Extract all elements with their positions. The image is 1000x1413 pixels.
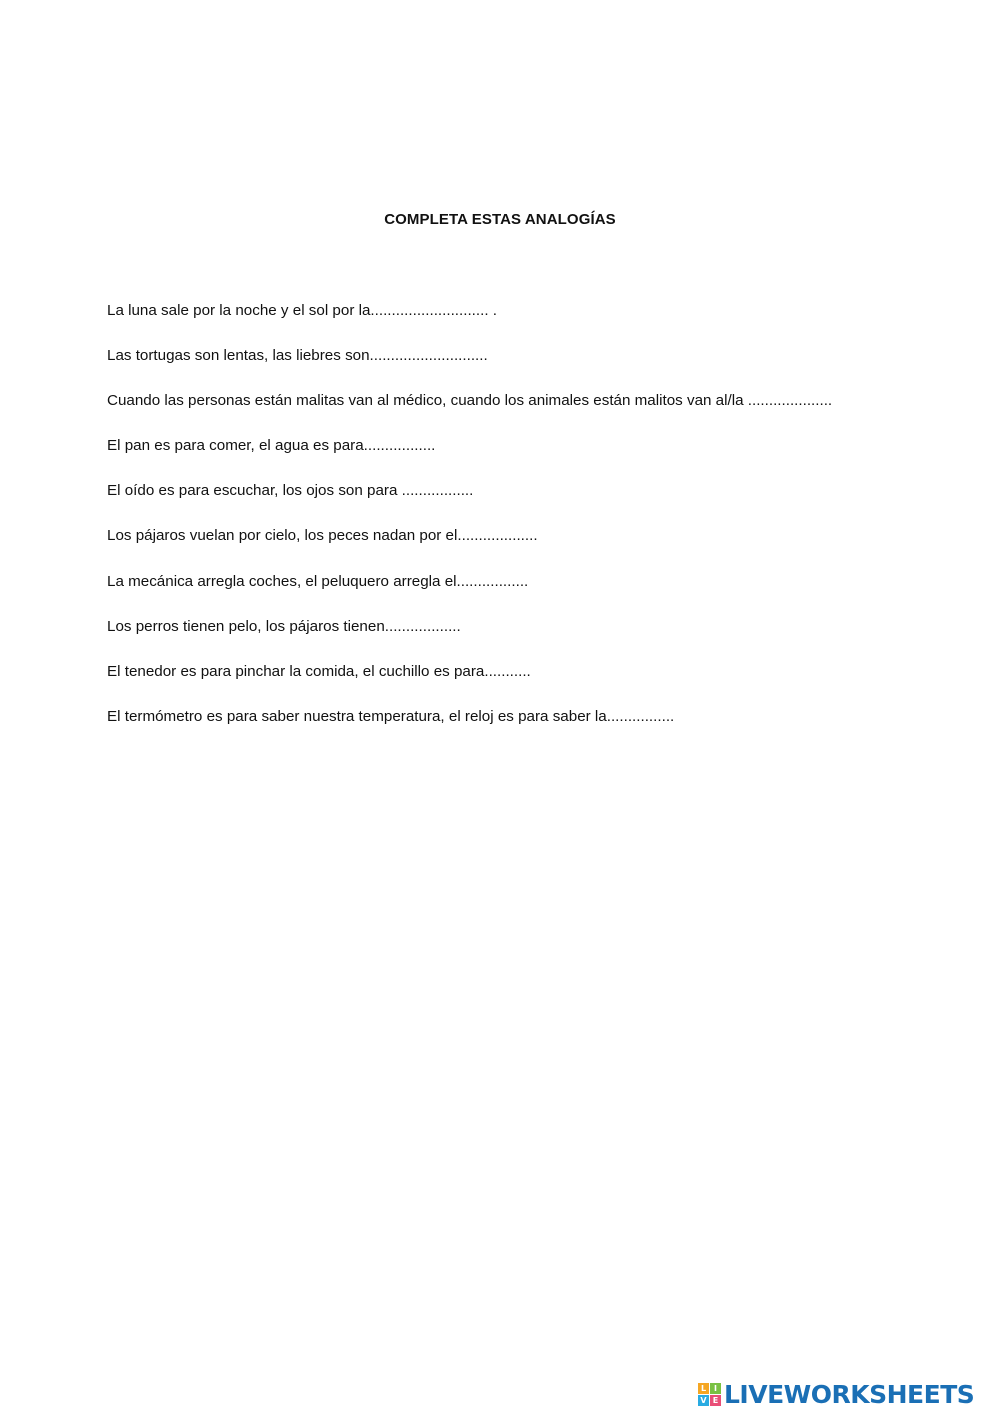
analogy-sentence-5: El oído es para escuchar, los ojos son para ................. xyxy=(107,482,474,500)
analogy-sentence-8: Los perros tienen pelo, los pájaros tienen.................. xyxy=(107,617,461,635)
logo-mark-letter: V xyxy=(698,1395,709,1406)
liveworksheets-logo xyxy=(698,1380,974,1408)
logo-mark-letter: E xyxy=(710,1395,721,1406)
analogy-sentence-6: Los pájaros vuelan por cielo, los peces nadan por el................... xyxy=(107,527,538,545)
liveworksheets-logo-icon xyxy=(698,1383,721,1406)
analogy-sentence-1: La luna sale por la noche y el sol por la............................ . xyxy=(107,302,498,319)
liveworksheets-brand-text: LIVEWORKSHEETS xyxy=(724,1379,975,1409)
analogy-sentence-3: Cuando las personas están malitas van al médico, cuando los animales están malitos van al/la .................... xyxy=(107,392,833,410)
analogy-sentence-10: El termómetro es para saber nuestra temperatura, el reloj es para saber la................ xyxy=(107,707,675,725)
analogy-list xyxy=(107,300,987,751)
analogy-sentence-4: El pan es para comer, el agua es para................. xyxy=(107,437,436,455)
logo-mark-letter: I xyxy=(710,1383,721,1394)
worksheet-title: COMPLETA ESTAS ANALOGÍAS xyxy=(384,211,616,228)
analogy-sentence-7: La mecánica arregla coches, el peluquero arregla el................. xyxy=(107,572,529,590)
analogy-sentence-9: El tenedor es para pinchar la comida, el cuchillo es para........... xyxy=(107,662,531,680)
logo-mark-letter: L xyxy=(698,1383,709,1394)
analogy-sentence-2: Las tortugas son lentas, las liebres son............................ xyxy=(107,347,488,365)
